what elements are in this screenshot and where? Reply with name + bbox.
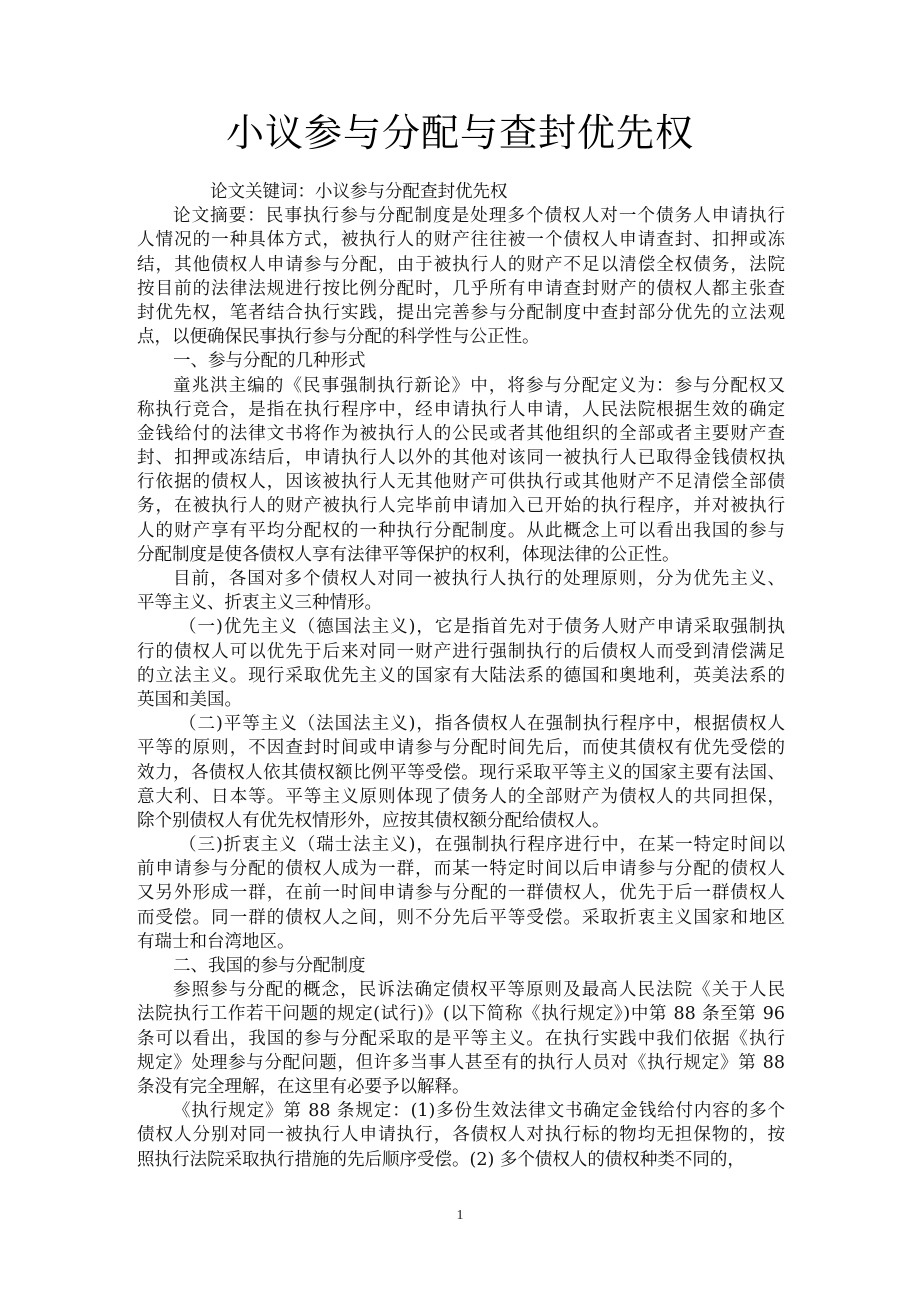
text-line: 法院执行工作若干问题的规定(试行)》(以下简称《执行规定》)中第 88 条至第 96	[137, 1004, 785, 1025]
document-body	[137, 180, 785, 1172]
text-line: 有瑞士和台湾地区。	[137, 931, 295, 952]
text-line: 债权人分别对同一被执行人申请执行，各债权人对执行标的物均无担保物的，按	[137, 1125, 785, 1146]
text-line: 平等主义、折衷主义三种情形。	[137, 593, 382, 614]
text-line: 目前，各国对多个债权人对同一被执行人执行的处理原则，分为优先主义、	[173, 569, 785, 589]
text-line: （一)优先主义（德国法主义)，它是指首先对于债务人财产申请采取强制执	[179, 617, 785, 638]
page-number: 1	[456, 1208, 464, 1223]
text-line: 又另外形成一群，在前一时间申请参与分配的一群债权人，优先于后一群债权人	[137, 883, 785, 904]
text-line: 金钱给付的法律文书将作为被执行人的公民或者其他组织的全部或者主要财产查	[137, 423, 785, 444]
text-line: 效力，各债权人依其债权额比例平等受偿。现行采取平等主义的国家主要有法国、	[137, 762, 785, 783]
text-line: （二)平等主义（法国法主义)，指各债权人在强制执行程序中，根据债权人	[179, 714, 785, 735]
text-line: （三)折衷主义（瑞士法主义)，在强制执行程序进行中，在某一特定时间以	[179, 835, 785, 856]
text-line: 人的财产享有平均分配权的一种执行分配制度。从此概念上可以看出我国的参与	[137, 520, 785, 541]
text-line: 论文摘要：民事执行参与分配制度是处理多个债权人对一个债务人申请执行	[173, 206, 785, 227]
text-line: 分配制度是使各债权人享有法律平等保护的权利，体现法律的公正性。	[137, 544, 680, 565]
text-line: 照执行法院采取执行措施的先后顺序受偿。(2) 多个债权人的债权种类不同的，	[137, 1149, 745, 1170]
keywords-line: 论文关键词：小议参与分配查封优先权	[210, 182, 508, 202]
text-line: 按目前的法律法规进行按比例分配时，几乎所有申请查封财产的债权人都主张查	[137, 278, 785, 299]
text-line: 规定》处理参与分配问题，但许多当事人甚至有的执行人员对《执行规定》第 88	[137, 1052, 785, 1073]
text-line: 意大利、日本等。平等主义原则体现了债务人的全部财产为债权人的共同担保，	[137, 786, 785, 807]
text-line: 参照参与分配的概念，民诉法确定债权平等原则及最高人民法院《关于人民	[173, 980, 785, 1001]
page-title: 小议参与分配与查封优先权	[225, 111, 694, 155]
text-line: 点，以便确保民事执行参与分配的科学性与公正性。	[137, 327, 540, 348]
text-line: 平等的原则，不因查封时间或申请参与分配时间先后，而使其债权有优先受偿的	[137, 738, 785, 759]
text-line: 条没有完全理解，在这里有必要予以解释。	[137, 1076, 470, 1097]
text-line: 条可以看出，我国的参与分配采取的是平等主义。在执行实践中我们依据《执行	[137, 1028, 785, 1049]
text-line: 封优先权，笔者结合执行实践，提出完善参与分配制度中查封部分优先的立法观	[137, 302, 785, 323]
text-line: 行的债权人可以优先于后来对同一财产进行强制执行的后债权人而受到清偿满足	[137, 641, 785, 662]
text-line: 行依据的债权人，因该被执行人无其他财产可供执行或其他财产不足清偿全部债	[137, 472, 785, 493]
text-line: 《执行规定》第 88 条规定：(1)多份生效法律文书确定金钱给付内容的多个	[173, 1101, 785, 1122]
text-line: 除个别债权人有优先权情形外，应按其债权额分配给债权人。	[137, 810, 610, 831]
text-line: 结，其他债权人申请参与分配，由于被执行人的财产不足以清偿全权债务，法院	[137, 254, 785, 275]
text-line: 封、扣押或冻结后，申请执行人以外的其他对该同一被执行人已取得金钱债权执	[137, 448, 785, 469]
text-line: 而受偿。同一群的债权人之间，则不分先后平等受偿。采取折衷主义国家和地区	[137, 907, 785, 928]
text-line: 的立法主义。现行采取优先主义的国家有大陆法系的德国和奥地利，英美法系的	[137, 665, 785, 686]
text-line: 称执行竞合，是指在执行程序中，经申请执行人申请，人民法院根据生效的确定	[137, 399, 785, 420]
text-line: 英国和美国。	[137, 689, 242, 710]
text-line: 人情况的一种具体方式，被执行人的财产往往被一个债权人申请查封、扣押或冻	[137, 230, 785, 251]
text-line: 前申请参与分配的债权人成为一群，而某一特定时间以后申请参与分配的债权人	[137, 859, 785, 880]
text-line: 二、我国的参与分配制度	[173, 956, 366, 976]
text-line: 童兆洪主编的《民事强制执行新论》中，将参与分配定义为：参与分配权又	[173, 375, 785, 396]
text-line: 务，在被执行人的财产被执行人完毕前申请加入已开始的执行程序，并对被执行	[137, 496, 785, 517]
text-line: 一、参与分配的几种形式	[173, 351, 366, 372]
